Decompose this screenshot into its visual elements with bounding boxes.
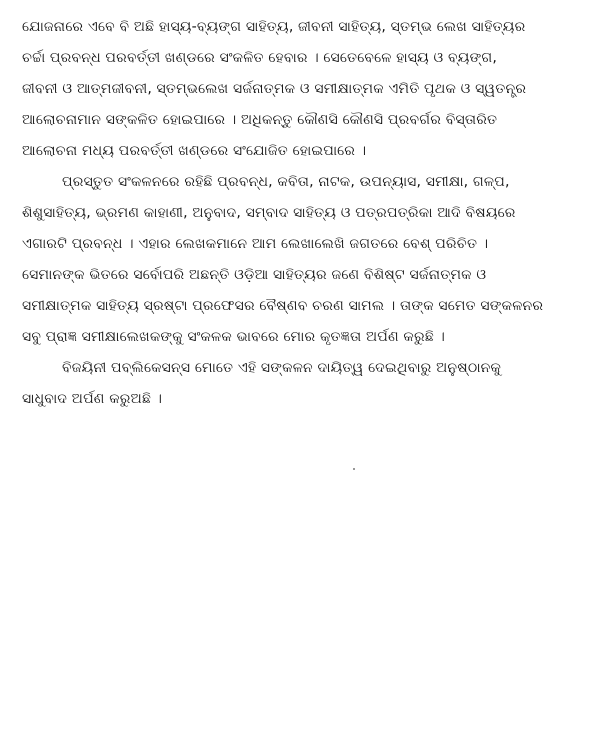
- text-line: ସାଧୁବାଦ ଅର୍ପଣ କରୁଅଛି ।: [22, 391, 163, 407]
- text-line: ପ୍ରସ୍ତୁତ ସଂକଳନରେ ରହିଛି ପ୍ରବନ୍ଧ, କବିତା, ନାଟକ, ଉପନ୍ୟାସ, ସମୀକ୍ଷା, ଗଳ୍ପ,: [62, 174, 510, 190]
- paragraph-1: [22, 12, 582, 167]
- text-line: ସବୁ ପ୍ରାଜ୍ଞ ସମୀକ୍ଷାଲେଖକଙ୍କୁ ସଂକଳକ ଭାବରେ ମୋର କୃତଜ୍ଞତା ଅର୍ପଣ କରୁଛି ।: [22, 329, 446, 345]
- text-line: ଆଲୋଚନା ମଧ୍ୟ ପରବର୍ତ୍ତୀ ଖଣ୍ଡରେ ସଂଯୋଜିତ ହୋଇପାରେ ।: [22, 143, 367, 159]
- text-line: ଜୀବନୀ ଓ ଆତ୍ମଜୀବନୀ, ସ୍ତମ୍ଭଲେଖ ସର୍ଜନାତ୍ମକ ଓ ସମୀକ୍ଷାତ୍ମକ ଏମିତି ପୃଥକ ଓ ସ୍ୱତନ୍ତ୍ର: [22, 81, 527, 97]
- paragraph-2: [22, 167, 582, 353]
- text-line: ଶିଶୁସାହିତ୍ୟ, ଭ୍ରମଣ କାହାଣୀ, ଅନୁବାଦ, ସମ୍ବାଦ ସାହିତ୍ୟ ଓ ପତ୍ରପତ୍ରିକା ଆଦି ବିଷୟରେ: [22, 205, 516, 221]
- text-line: ଆଲୋଚନାମାନ ସଙ୍କଳିତ ହୋଇପାରେ । ଅଧିକନ୍ତୁ କୌଣସି କୌଣସି ପ୍ରବର୍ଗର ବିସ୍ତାରିତ: [22, 112, 498, 128]
- text-line: ଯୋଜନାରେ ଏବେ ବି ଅଛି ହାସ୍ୟ-ବ୍ୟଙ୍ଗ ସାହିତ୍ୟ, ଜୀବନୀ ସାହିତ୍ୟ, ସ୍ତମ୍ଭ ଲେଖ ସାହିତ୍ୟର: [22, 19, 526, 35]
- text-line: ବିଜୟିନୀ ପବ୍ଲିକେସନ୍ସ ମୋତେ ଏହି ସଙ୍କଳନ ଦାୟିତ୍ୱ ଦେଇଥିବାରୁ ଅନୁଷ୍ଠାନକୁ: [62, 360, 502, 376]
- text-line: ସେମାନଙ୍କ ଭିତରେ ସର୍ବୋପରି ଅଛନ୍ତି ଓଡ଼ିଆ ସାହିତ୍ୟର ଜଣେ ବିଶିଷ୍ଟ ସର୍ଜନାତ୍ମକ ଓ: [22, 267, 487, 283]
- body-text: [22, 12, 582, 415]
- text-line: ଏଗାରଟି ପ୍ରବନ୍ଧ । ଏହାର ଲେଖକମାନେ ଆମ ଲେଖାଲେଖି ଜଗତରେ ବେଶ୍ ପରିଚିତ ।: [22, 236, 489, 252]
- scan-speck: [353, 468, 355, 470]
- paragraph-3: [22, 353, 582, 415]
- text-line: ସମୀକ୍ଷାତ୍ମକ ସାହିତ୍ୟ ସ୍ରଷ୍ଟା ପ୍ରଫେସର ବୈଷ୍ଣବ ଚରଣ ସାମଲ । ତାଙ୍କ ସମେତ ସଙ୍କଳନର: [22, 298, 544, 314]
- text-line: ଚର୍ଚ୍ଚା ପ୍ରବନ୍ଧ ପରବର୍ତ୍ତୀ ଖଣ୍ଡରେ ସଂକଳିତ ହେବାର । ସେତେବେଳେ ହାସ୍ୟ ଓ ବ୍ୟଙ୍ଗ,: [22, 50, 498, 66]
